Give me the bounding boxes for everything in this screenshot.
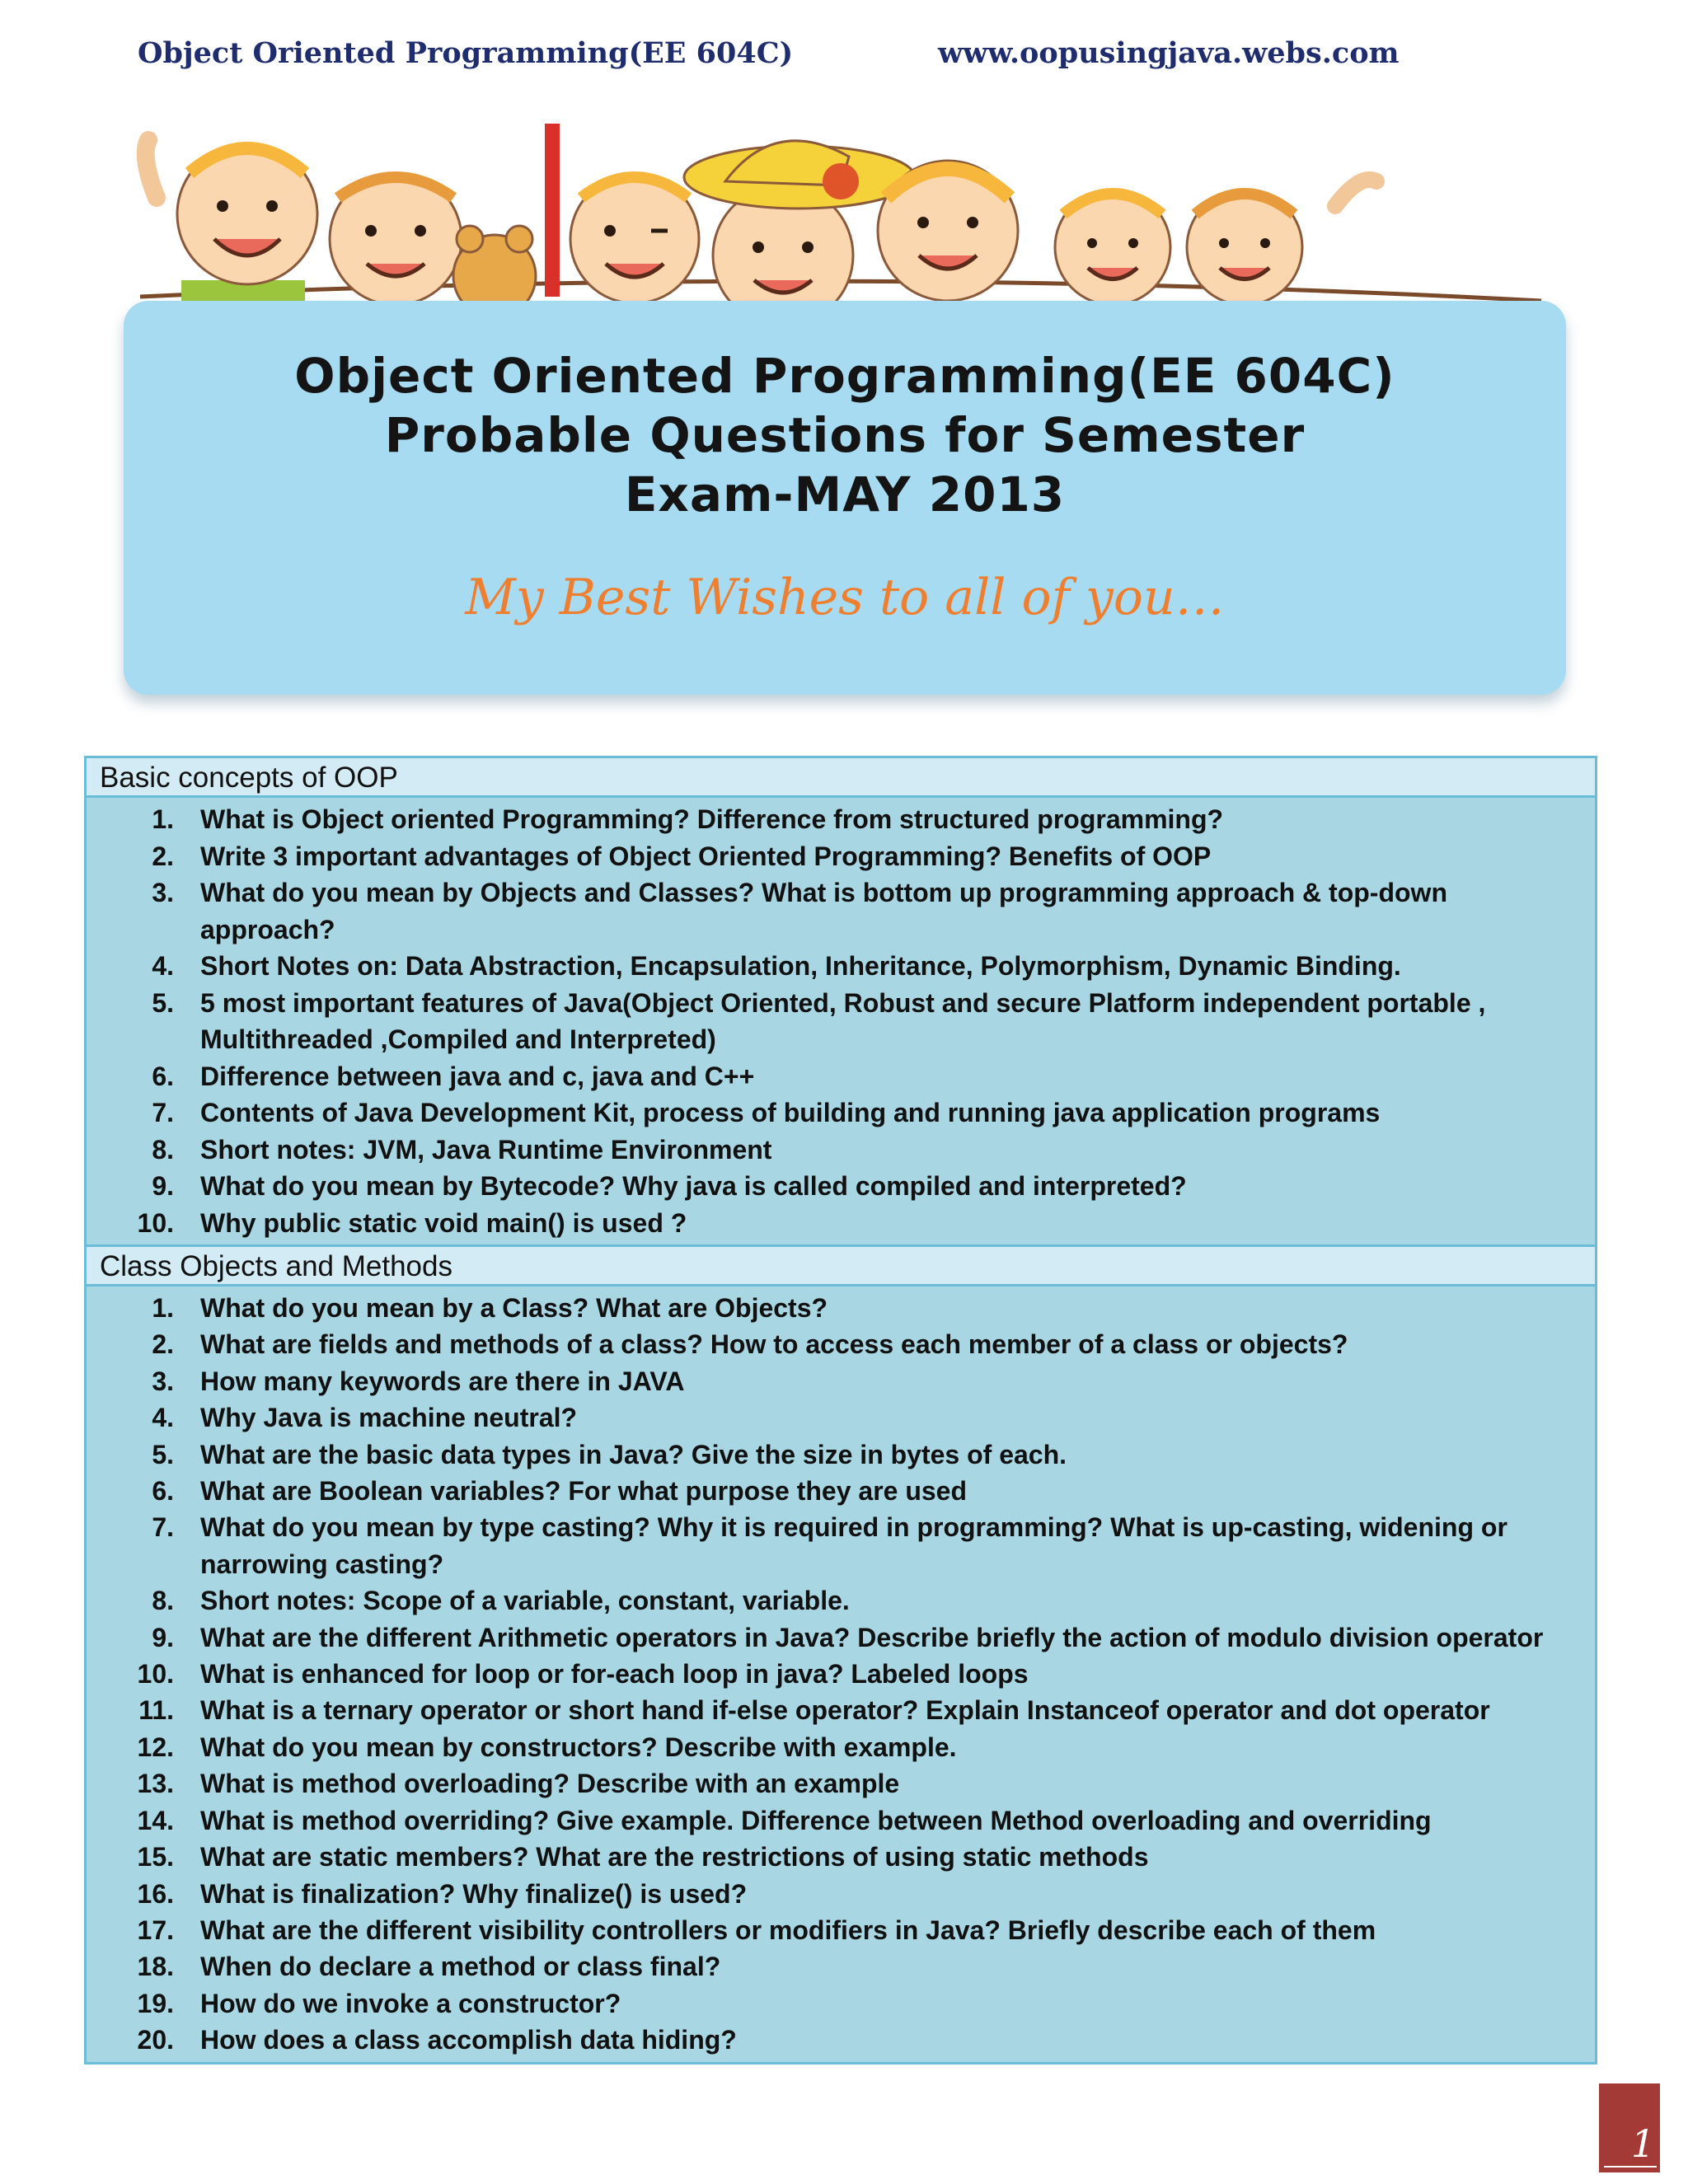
question-item: 7. What do you mean by type casting? Why it is required in programming? What is up-casting, widening or narrowing casting?	[152, 1512, 1507, 1579]
question-item: 4. Why Java is machine neutral?	[152, 1403, 578, 1433]
question-item: 8. Short notes: Scope of a variable, constant, variable.	[152, 1586, 850, 1616]
question-item: 11. What is a ternary operator or short hand if-else operator? Explain Instanceof operator and dot operator	[138, 1695, 1490, 1726]
question-item: 9. What do you mean by Bytecode? Why java is called compiled and interpreted?	[152, 1171, 1187, 1201]
question-item: 13. What is method overloading? Describe with an example	[137, 1769, 900, 1799]
question-item: 5. What are the basic data types in Java? Give the size in bytes of each.	[152, 1439, 1067, 1469]
question-list	[87, 798, 1595, 1244]
question-item: 12. What do you mean by constructors? Describe with example.	[137, 1732, 957, 1762]
question-item: 1. What is Object oriented Programming? Difference from structured programming?	[152, 804, 1224, 834]
question-item: 10. What is enhanced for loop or for-each loop in java? Labeled loops	[137, 1659, 1029, 1690]
question-item: 14. What is method overriding? Give example. Difference between Method overloading and overriding	[137, 1805, 1432, 1835]
question-item: 6. What are Boolean variables? For what purpose they are used	[152, 1476, 968, 1507]
section-heading: Basic concepts of OOP	[87, 758, 1595, 798]
question-item: 3. How many keywords are there in JAVA	[152, 1366, 685, 1396]
questions-table	[84, 756, 1597, 2064]
banner-wish: My Best Wishes to all of you…	[465, 569, 1225, 626]
page-number-box	[1599, 2083, 1660, 2172]
question-item: 1. What do you mean by a Class? What are Objects?	[152, 1293, 828, 1323]
question-item: 20. How does a class accomplish data hiding?	[137, 2025, 737, 2055]
page-number-underline	[1604, 2166, 1657, 2168]
section-heading: Class Objects and Methods	[87, 1244, 1595, 1286]
question-item: 17. What are the different visibility controllers or modifiers in Java? Briefly describe each of them	[137, 1915, 1376, 1945]
question-item: 15. What are static members? What are the restrictions of using static methods	[137, 1842, 1149, 1872]
banner-title-line-3: Exam-MAY 2013	[624, 466, 1066, 523]
question-item: 8. Short notes: JVM, Java Runtime Environment	[152, 1134, 772, 1165]
question-item: 5. 5 most important features of Java(Object Oriented, Robust and secure Platform independent portable , Multithreaded ,Compiled and Interpreted)	[152, 987, 1486, 1054]
question-list	[87, 1286, 1595, 2062]
page-number: 1	[1630, 2121, 1655, 2166]
question-item: 16. What is finalization? Why finalize() is used?	[137, 1878, 748, 1909]
running-header-url: www.oopusingjava.webs.com	[938, 36, 1400, 70]
question-item: 4. Short Notes on: Data Abstraction, Encapsulation, Inheritance, Polymorphism, Dynamic Binding.	[152, 951, 1401, 981]
question-item: 2. What are fields and methods of a class? How to access each member of a class or objects?	[152, 1329, 1348, 1360]
running-header-title: Object Oriented Programming(EE 604C)	[138, 36, 794, 70]
question-item: 18. When do declare a method or class final?	[137, 1952, 721, 1982]
question-item: 9. What are the different Arithmetic operators in Java? Describe briefly the action of modulo division operator	[152, 1622, 1544, 1652]
banner-title-line-1: Object Oriented Programming(EE 604C)	[294, 348, 1395, 404]
question-item: 3. What do you mean by Objects and Classes? What is bottom up programming approach & top-down approach?	[152, 878, 1447, 944]
banner-title-line-2: Probable Questions for Semester	[384, 407, 1306, 463]
question-item: 7. Contents of Java Development Kit, process of building and running java application programs	[152, 1098, 1381, 1127]
question-item: 2. Write 3 important advantages of Object Oriented Programming? Benefits of OOP	[152, 841, 1212, 871]
question-item: 6. Difference between java and c, java and C++	[152, 1061, 755, 1091]
question-item: 10. Why public static void main() is used ?	[137, 1207, 687, 1238]
question-item: 19. How do we invoke a constructor?	[137, 1988, 621, 2018]
